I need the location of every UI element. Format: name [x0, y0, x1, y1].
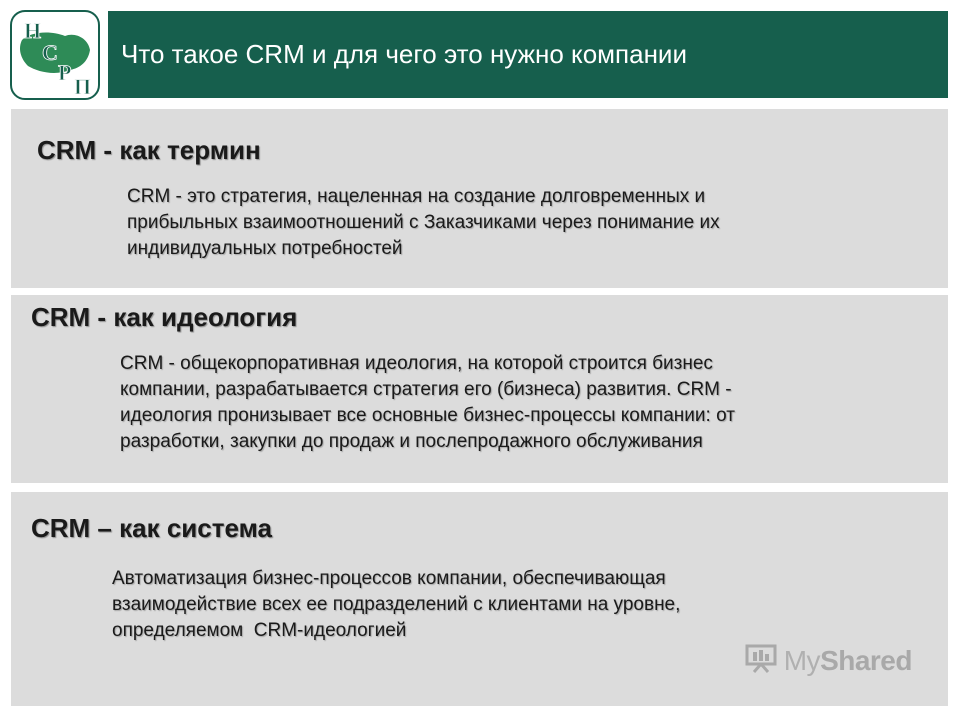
watermark-my: My [783, 644, 821, 676]
body-line: Автоматизация бизнес-процессов компании, обеспечивающая [112, 568, 666, 589]
body-line: определяемом CRM-идеологией [112, 620, 407, 641]
section-heading-term: CRM - как термин [37, 135, 261, 165]
title-bar [108, 11, 948, 98]
watermark-shared: Shared [820, 644, 912, 676]
company-logo [10, 10, 100, 100]
section-body-term [127, 184, 720, 262]
logo-letter-s: С [42, 40, 58, 65]
body-line: взаимодействие всех ее подразделений с клиентами на уровне, [112, 594, 681, 615]
logo-letter-p: П [74, 74, 92, 99]
watermark-text [784, 645, 912, 677]
body-line: CRM - это стратегия, нацеленная на создание долговременных и [127, 186, 706, 207]
logo-letter-n: Н [24, 18, 42, 43]
section-body-system [112, 566, 680, 644]
section-ideology [11, 295, 948, 483]
presentation-icon [744, 643, 778, 678]
body-line: компании, разрабатывается стратегия его (бизнеса) развития. CRM - [120, 379, 732, 400]
body-line: идеология пронизывает все основные бизнес-процессы компании: от [120, 405, 735, 426]
body-line: прибыльных взаимоотношений с Заказчиками через понимание их [127, 212, 720, 233]
section-term [11, 109, 948, 288]
myshared-watermark [744, 643, 912, 678]
body-line: CRM - общекорпоративная идеология, на которой строится бизнес [120, 353, 713, 374]
section-body-ideology [120, 351, 735, 455]
section-heading-system: CRM – как система [31, 513, 272, 543]
section-system [11, 492, 948, 706]
body-line: разработки, закупки до продаж и послепродажного обслуживания [120, 431, 703, 452]
page-title: Что такое CRM и для чего это нужно компании [121, 39, 687, 69]
section-heading-ideology: CRM - как идеология [31, 302, 298, 332]
body-line: индивидуальных потребностей [127, 238, 403, 259]
logo-letter-r: Р [58, 60, 72, 85]
